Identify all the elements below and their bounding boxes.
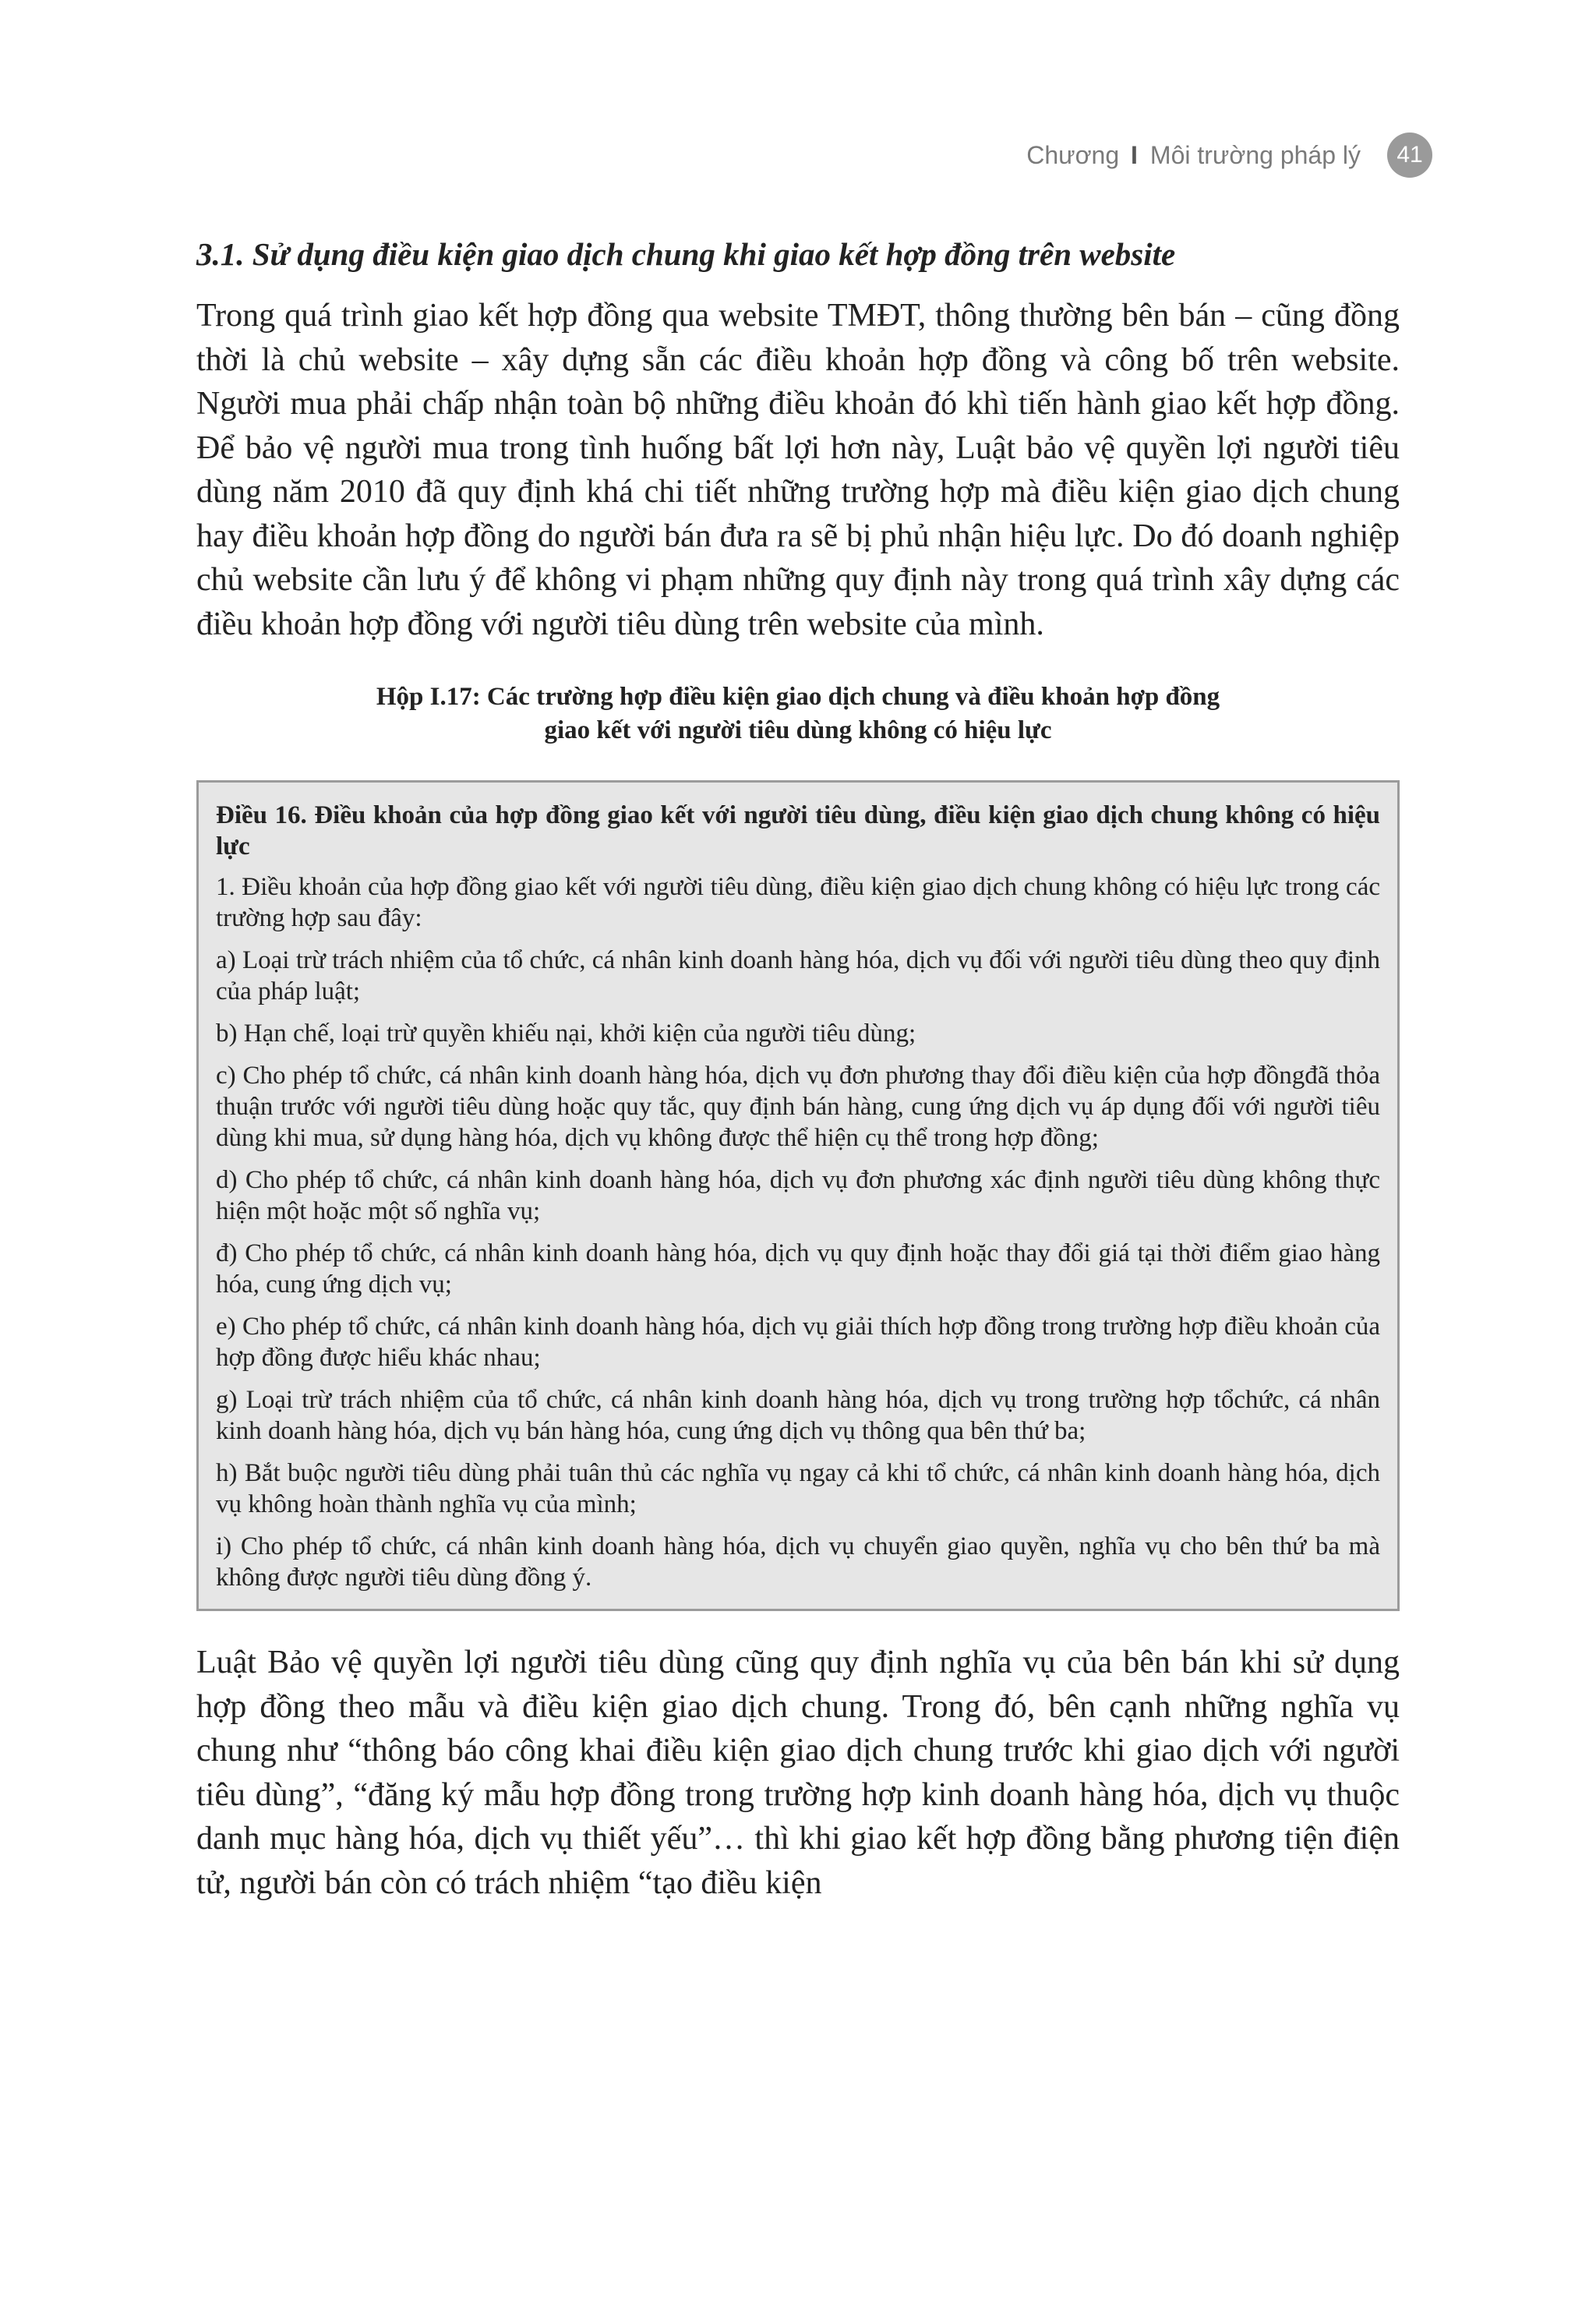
box-caption-line-2: giao kết với người tiêu dùng không có hiệu lực: [544, 716, 1052, 745]
list-item: h) Bắt buộc người tiêu dùng phải tuân thủ các nghĩa vụ ngay cả khi tổ chức, cá nhân kinh doanh hàng hóa, dịch vụ không hoàn thành nghĩa vụ của mình;: [216, 1459, 1380, 1519]
article-title: Điều 16. Điều khoản của hợp đồng giao kết với người tiêu dùng, điều kiện giao dịch chung không có hiệu lực: [216, 801, 1380, 861]
header-chapter-number: I: [1131, 140, 1138, 169]
section-title: 3.1. Sử dụng điều kiện giao dịch chung khi giao kết hợp đồng trên website: [196, 236, 1176, 272]
box-caption: [196, 680, 1400, 747]
list-item: đ) Cho phép tổ chức, cá nhân kinh doanh hàng hóa, dịch vụ quy định hoặc thay đổi giá tại thời điểm giao hàng hóa, cung ứng dịch vụ;: [216, 1239, 1380, 1299]
page-content: [196, 234, 1400, 1905]
body-paragraph-2: Luật Bảo vệ quyền lợi người tiêu dùng cũng quy định nghĩa vụ của bên bán khi sử dụng hợp đồng theo mẫu và điều kiện giao dịch chung. Trong đó, bên cạnh những nghĩa vụ chung như “thông báo công khai điều kiện giao dịch chung trước khi giao dịch với người tiêu dùng”, “đăng ký mẫu hợp đồng trong trường hợp kinh doanh hàng hóa, dịch vụ thuộc danh mục hàng hóa, dịch vụ thiết yếu”… thì khi giao kết hợp đồng bằng phương tiện điện tử, người bán còn có trách nhiệm “tạo điều kiện: [196, 1645, 1400, 1901]
article-intro: 1. Điều khoản của hợp đồng giao kết với người tiêu dùng, điều kiện giao dịch chung không có hiệu lực trong các trường hợp sau đây:: [216, 873, 1380, 933]
header-chapter-title: Môi trường pháp lý: [1149, 140, 1361, 169]
header-chapter: Chương: [1026, 140, 1120, 169]
list-item: e) Cho phép tổ chức, cá nhân kinh doanh hàng hóa, dịch vụ giải thích hợp đồng trong trường hợp điều khoản của hợp đồng được hiểu khác nhau;: [216, 1313, 1380, 1373]
legal-text-box: [196, 780, 1400, 1611]
box-caption-line-1: Hộp I.17: Các trường hợp điều kiện giao dịch chung và điều khoản hợp đồng: [376, 683, 1220, 712]
page-number-badge: 41: [1387, 133, 1432, 178]
list-item: g) Loại trừ trách nhiệm của tổ chức, cá nhân kinh doanh hàng hóa, dịch vụ trong trường hợp tổchức, cá nhân kinh doanh hàng hóa, dịch vụ bán hàng hóa, cung ứng dịch vụ thông qua bên thứ ba;: [216, 1386, 1380, 1446]
list-item: b) Hạn chế, loại trừ quyền khiếu nại, khởi kiện của người tiêu dùng;: [216, 1020, 916, 1048]
body-paragraph-1: Trong quá trình giao kết hợp đồng qua website TMĐT, thông thường bên bán – cũng đồng thời là chủ website – xây dựng sẵn các điều khoản hợp đồng và công bố trên website. Người mua phải chấp nhận toàn bộ những điều khoản đó khì tiến hành giao kết hợp đồng. Để bảo vệ người mua trong tình huống bất lợi hơn này, Luật bảo vệ quyền lợi người tiêu dùng năm 2010 đã quy định khá chi tiết những trường hợp mà điều kiện giao dịch chung hay điều khoản hợp đồng do người bán đưa ra sẽ bị phủ nhận hiệu lực. Do đó doanh nghiệp chủ website cần lưu ý để không vi phạm những quy định này trong quá trình xây dựng các điều khoản hợp đồng với người tiêu dùng trên website của mình.: [196, 298, 1400, 642]
list-item: i) Cho phép tổ chức, cá nhân kinh doanh hàng hóa, dịch vụ chuyển giao quyền, nghĩa vụ cho bên thứ ba mà không được người tiêu dùng đồng ý.: [216, 1532, 1380, 1592]
list-item: c) Cho phép tổ chức, cá nhân kinh doanh hàng hóa, dịch vụ đơn phương thay đổi điều kiện của hợp đồngđã thỏa thuận trước với người tiêu dùng hoặc quy tắc, quy định bán hàng, cung ứng dịch vụ áp dụng đối với người tiêu dùng khi mua, sử dụng hàng hóa, dịch vụ không được thể hiện cụ thể trong hợp đồng;: [216, 1062, 1380, 1153]
list-item: a) Loại trừ trách nhiệm của tổ chức, cá nhân kinh doanh hàng hóa, dịch vụ đối với người tiêu dùng theo quy định của pháp luật;: [216, 946, 1380, 1006]
list-item: d) Cho phép tổ chức, cá nhân kinh doanh hàng hóa, dịch vụ đơn phương xác định người tiêu dùng không thực hiện một hoặc một số nghĩa vụ;: [216, 1166, 1380, 1226]
running-header: [1026, 133, 1432, 178]
